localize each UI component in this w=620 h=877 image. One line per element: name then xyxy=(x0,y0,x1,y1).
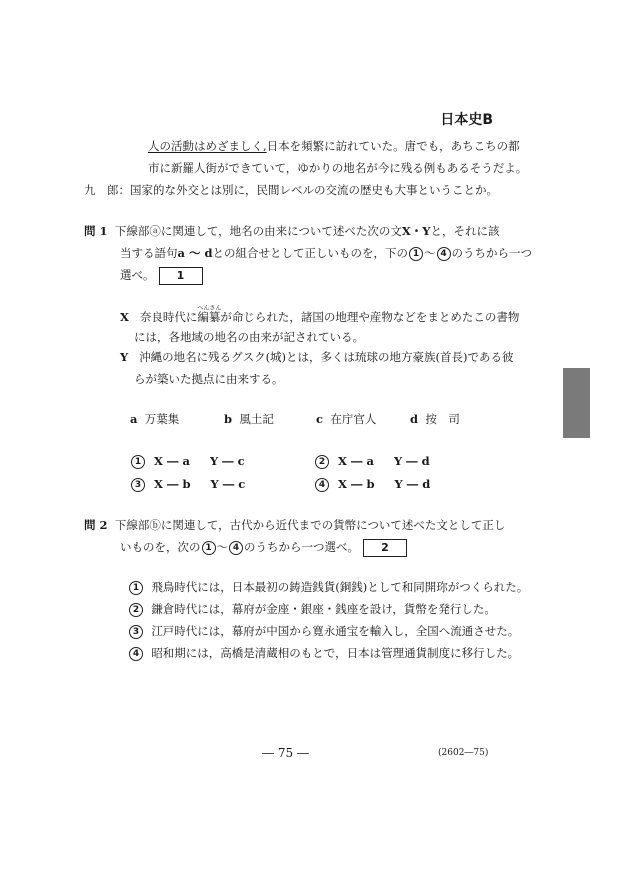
term-letter: c xyxy=(316,412,324,426)
q2-line2-b: のうちから一つ選べ。 xyxy=(244,540,359,554)
q1-line2-c: のうちから一つ xyxy=(451,246,532,260)
q1-text-b: に関連して，地名の由来について述べた次の文 xyxy=(160,224,402,238)
q2-line-1 xyxy=(84,516,505,534)
term-letter: b xyxy=(224,412,233,426)
statement-x-text-a: 奈良時代に xyxy=(139,310,198,324)
q1-text-c: と，それに該 xyxy=(430,224,500,238)
intro-line-1-rest: 日本を頻繁に訪れていた。唐でも，あちこちの都 xyxy=(266,139,520,153)
term-text: 按 司 xyxy=(425,412,460,426)
page-number: ― 75 ― xyxy=(262,746,309,760)
choice-y: Y ― d xyxy=(393,454,430,468)
term-b xyxy=(224,410,274,428)
choice-text: 飛鳥時代には，日本最初の鋳造銭貨(銅銭)として和同開珎がつくられた。 xyxy=(151,580,529,594)
circled-number: 4 xyxy=(315,478,329,492)
statement-y-line-1 xyxy=(120,348,514,366)
term-a xyxy=(130,410,179,428)
circled-number: 1 xyxy=(131,455,145,469)
q1-line-2 xyxy=(120,244,532,262)
ruby-base: 編纂 xyxy=(197,310,221,324)
underline-marker-b: ⓑ xyxy=(149,518,161,532)
speaker-label: 九 郎： xyxy=(84,183,130,197)
term-text: 風土記 xyxy=(239,412,274,426)
q2-choice-3[interactable] xyxy=(128,622,519,640)
statement-x-label: X xyxy=(120,310,129,324)
term-d xyxy=(410,410,460,428)
q1-line-1 xyxy=(84,222,500,240)
side-index-tab xyxy=(563,368,590,438)
q1-label: 問 1 xyxy=(84,224,108,238)
statement-x-line-2: には，各地域の地名の由来が記されている。 xyxy=(134,330,364,344)
circled-number: 2 xyxy=(129,603,143,617)
circled-number: 4 xyxy=(437,247,451,261)
q2-choice-2[interactable] xyxy=(128,600,496,618)
term-letter: d xyxy=(410,412,419,426)
q2-choice-1[interactable] xyxy=(128,578,528,596)
choice-y: Y ― c xyxy=(209,454,245,468)
statement-x-line-1 xyxy=(120,305,520,326)
q2-choice-4[interactable] xyxy=(128,644,519,662)
q2-text-a: 下線部 xyxy=(114,518,150,532)
statement-y-label: Y xyxy=(120,350,129,364)
term-text: 在庁官人 xyxy=(330,412,377,426)
range-tilde: ～ xyxy=(424,246,436,260)
q1-choice-3[interactable] xyxy=(130,475,245,493)
q1-text-bold: X・Y xyxy=(401,224,431,238)
circled-number: 4 xyxy=(129,647,143,661)
choice-text: 鎌倉時代には，幕府が金座・銀座・銭座を設け，貨幣を発行した。 xyxy=(151,602,496,616)
circled-number: 3 xyxy=(131,478,145,492)
page-code: (2602―75) xyxy=(438,748,489,758)
subject-title: 日本史B xyxy=(440,112,493,128)
q1-text-a: 下線部 xyxy=(114,224,150,238)
q1-line2-a: 当する語句 xyxy=(120,246,178,260)
choice-y: Y ― c xyxy=(210,477,246,491)
circled-number: 3 xyxy=(129,625,143,639)
q1-line3-text: 選べ。 xyxy=(120,268,155,282)
answer-box-2[interactable]: 2 xyxy=(363,539,407,557)
circled-number: 1 xyxy=(409,247,423,261)
answer-box-1[interactable]: 1 xyxy=(159,267,203,285)
underline-marker-a: ⓐ xyxy=(149,224,161,238)
choice-y: Y ― d xyxy=(394,477,431,491)
circled-number: 1 xyxy=(202,541,216,555)
choice-x: X ― b xyxy=(154,477,191,491)
q1-line-3 xyxy=(120,266,203,285)
intro-line-1 xyxy=(148,137,520,155)
statement-x-text-b: が命じられた，諸国の地理や産物などをまとめたこの書物 xyxy=(220,310,520,324)
statement-y-text: 沖縄の地名に残るグスク(城)とは，多くは琉球の地方豪族(首長)である彼 xyxy=(139,350,514,364)
q1-line2-b: との組合せとして正しいものを，下の xyxy=(212,246,408,260)
q2-text-b: に関連して，古代から近代までの貨幣について述べた文として正し xyxy=(160,518,506,532)
ruby-word xyxy=(197,305,222,326)
q2-line-2 xyxy=(120,538,407,557)
intro-line-2: 市に新羅人街ができていて，ゆかりの地名が今に残る例もあるそうだよ。 xyxy=(148,161,528,175)
range-tilde: ～ xyxy=(216,540,228,554)
q1-choice-2[interactable] xyxy=(314,452,430,470)
underlined-phrase-a: 人の活動はめざましく, xyxy=(148,139,267,153)
intro-line-3 xyxy=(84,181,498,199)
term-text: 万葉集 xyxy=(144,412,180,426)
q1-choice-4[interactable] xyxy=(314,475,430,493)
choice-text: 江戸時代には，幕府が中国から寛永通宝を輸入し，全国へ流通させた。 xyxy=(151,624,520,638)
choice-x: X ― a xyxy=(154,454,190,468)
term-c xyxy=(316,410,376,428)
ruby-reading: へんさん xyxy=(197,305,222,312)
circled-number: 2 xyxy=(315,455,329,469)
speaker-text: 国家的な外交とは別に，民間レベルの交流の歴史も大事ということか。 xyxy=(130,183,498,197)
choice-x: X ― b xyxy=(338,477,375,491)
q1-choice-1[interactable] xyxy=(130,452,245,470)
circled-number: 1 xyxy=(129,581,143,595)
q2-line2-a: いものを，次の xyxy=(120,540,201,554)
statement-y-line-2: らが築いた拠点に由来する。 xyxy=(134,372,284,386)
q1-line2-bold: a ～ d xyxy=(177,246,213,260)
circled-number: 4 xyxy=(229,541,243,555)
q2-label: 問 2 xyxy=(84,518,108,532)
term-letter: a xyxy=(130,412,138,426)
choice-text: 昭和期には，高橋是清蔵相のもとで，日本は管理通貨制度に移行した。 xyxy=(151,646,520,660)
choice-x: X ― a xyxy=(338,454,374,468)
